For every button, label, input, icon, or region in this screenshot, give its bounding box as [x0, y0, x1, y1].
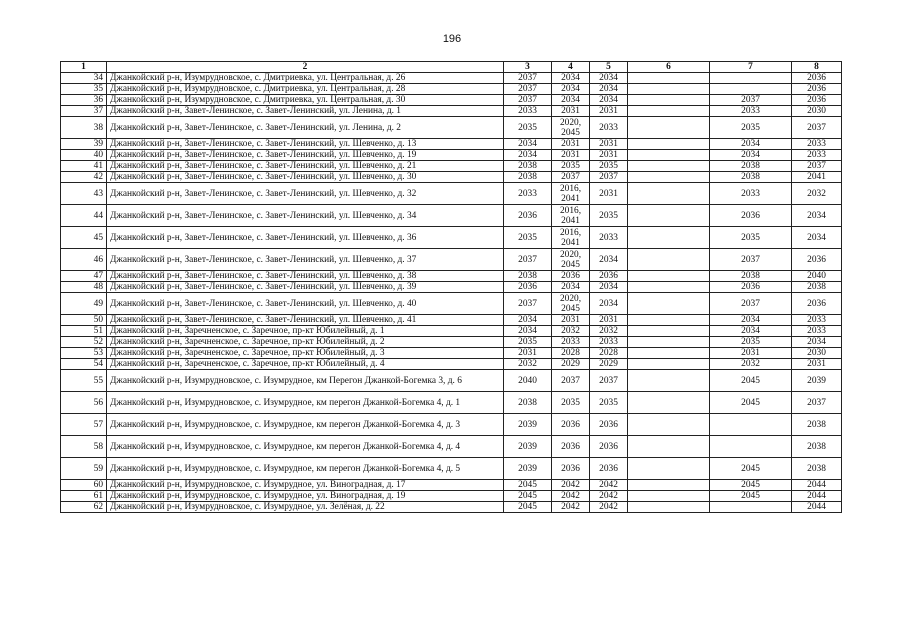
cell-c8: 2033: [792, 315, 842, 326]
cell-n: 57: [61, 414, 107, 436]
cell-c8: 2034: [792, 337, 842, 348]
cell-c7: 2033: [710, 183, 792, 205]
cell-n: 52: [61, 337, 107, 348]
cell-c3: 2033: [504, 183, 552, 205]
cell-c3: 2038: [504, 392, 552, 414]
cell-c8: 2044: [792, 491, 842, 502]
cell-n: 38: [61, 117, 107, 139]
cell-addr: Джанкойский р-н, Завет-Ленинское, с. Завет-Ленинский, ул. Шевченко, д. 34: [107, 205, 504, 227]
cell-c4: 2035: [552, 161, 590, 172]
cell-addr: Джанкойский р-н, Изумрудновское, с. Изумрудное, км перегон Джанкой-Богемка 4, д. 4: [107, 436, 504, 458]
cell-c5: 2034: [590, 84, 628, 95]
table-row: [61, 249, 842, 271]
cell-addr: Джанкойский р-н, Заречненское, с. Заречное, пр-кт Юбилейный, д. 1: [107, 326, 504, 337]
cell-c5: 2037: [590, 172, 628, 183]
table-row: [61, 227, 842, 249]
cell-addr: Джанкойский р-н, Завет-Ленинское, с. Завет-Ленинский, ул. Шевченко, д. 38: [107, 271, 504, 282]
cell-n: 46: [61, 249, 107, 271]
cell-c8: 2036: [792, 84, 842, 95]
table-row: [61, 359, 842, 370]
cell-c4: 2036: [552, 271, 590, 282]
table-row: [61, 480, 842, 491]
cell-c3: 2039: [504, 414, 552, 436]
cell-c4: 2034: [552, 95, 590, 106]
cell-addr: Джанкойский р-н, Изумрудновское, с. Изумрудное, км перегон Джанкой-Богемка 4, д. 5: [107, 458, 504, 480]
cell-n: 51: [61, 326, 107, 337]
cell-c6: [628, 183, 710, 205]
cell-c5: 2034: [590, 293, 628, 315]
cell-c4: 2042: [552, 480, 590, 491]
cell-c8: 2037: [792, 392, 842, 414]
cell-c4: 2042: [552, 502, 590, 513]
cell-c4: 2036: [552, 414, 590, 436]
cell-c8: 2040: [792, 271, 842, 282]
cell-c4: 2037: [552, 172, 590, 183]
cell-addr: Джанкойский р-н, Изумрудновское, с. Дмитриевка, ул. Центральная, д. 28: [107, 84, 504, 95]
cell-n: 53: [61, 348, 107, 359]
cell-c8: 2033: [792, 139, 842, 150]
cell-c6: [628, 161, 710, 172]
cell-c8: 2038: [792, 414, 842, 436]
cell-c8: 2030: [792, 348, 842, 359]
cell-c7: 2038: [710, 161, 792, 172]
cell-c3: 2036: [504, 205, 552, 227]
cell-c3: 2031: [504, 348, 552, 359]
cell-c8: 2031: [792, 359, 842, 370]
table-row: [61, 502, 842, 513]
cell-c7: 2033: [710, 106, 792, 117]
cell-c3: 2039: [504, 436, 552, 458]
cell-c4: 2016, 2041: [552, 205, 590, 227]
table-row: [61, 315, 842, 326]
cell-c4: 2031: [552, 150, 590, 161]
cell-c3: 2032: [504, 359, 552, 370]
cell-c5: 2031: [590, 150, 628, 161]
cell-addr: Джанкойский р-н, Завет-Ленинское, с. Завет-Ленинский, ул. Ленина, д. 2: [107, 117, 504, 139]
cell-c7: 2034: [710, 326, 792, 337]
column-header: 6: [628, 62, 710, 73]
cell-c4: 2036: [552, 436, 590, 458]
table-row: [61, 337, 842, 348]
cell-c6: [628, 117, 710, 139]
cell-c6: [628, 95, 710, 106]
cell-c7: 2045: [710, 458, 792, 480]
cell-addr: Джанкойский р-н, Заречненское, с. Заречное, пр-кт Юбилейный, д. 3: [107, 348, 504, 359]
cell-c7: 2034: [710, 139, 792, 150]
cell-n: 62: [61, 502, 107, 513]
table-row: [61, 161, 842, 172]
cell-addr: Джанкойский р-н, Завет-Ленинское, с. Завет-Ленинский, ул. Шевченко, д. 36: [107, 227, 504, 249]
cell-c4: 2034: [552, 282, 590, 293]
cell-c8: 2032: [792, 183, 842, 205]
cell-c4: 2034: [552, 73, 590, 84]
cell-c3: 2035: [504, 337, 552, 348]
cell-n: 47: [61, 271, 107, 282]
table-row: [61, 326, 842, 337]
cell-c6: [628, 315, 710, 326]
cell-n: 60: [61, 480, 107, 491]
cell-c5: 2031: [590, 315, 628, 326]
column-header: 5: [590, 62, 628, 73]
cell-n: 48: [61, 282, 107, 293]
cell-n: 49: [61, 293, 107, 315]
column-header: 1: [61, 62, 107, 73]
cell-c3: 2039: [504, 458, 552, 480]
cell-c7: 2031: [710, 348, 792, 359]
cell-c7: 2037: [710, 95, 792, 106]
cell-c6: [628, 150, 710, 161]
cell-addr: Джанкойский р-н, Изумрудновское, с. Изумрудное, ул. Виноградная, д. 19: [107, 491, 504, 502]
cell-c4: 2016, 2041: [552, 183, 590, 205]
table-row: [61, 282, 842, 293]
cell-c7: 2035: [710, 117, 792, 139]
cell-c5: 2031: [590, 139, 628, 150]
data-table: [60, 61, 842, 513]
cell-addr: Джанкойский р-н, Завет-Ленинское, с. Завет-Ленинский, ул. Шевченко, д. 13: [107, 139, 504, 150]
cell-c5: 2036: [590, 436, 628, 458]
cell-c7: 2034: [710, 150, 792, 161]
cell-c4: 2035: [552, 392, 590, 414]
cell-addr: Джанкойский р-н, Изумрудновское, с. Изумрудное, км перегон Джанкой-Богемка 4, д. 3: [107, 414, 504, 436]
cell-n: 37: [61, 106, 107, 117]
cell-c3: 2037: [504, 249, 552, 271]
cell-addr: Джанкойский р-н, Заречненское, с. Заречное, пр-кт Юбилейный, д. 4: [107, 359, 504, 370]
cell-addr: Джанкойский р-н, Завет-Ленинское, с. Завет-Ленинский, ул. Шевченко, д. 37: [107, 249, 504, 271]
cell-c8: 2036: [792, 73, 842, 84]
table-row: [61, 139, 842, 150]
cell-c5: 2033: [590, 117, 628, 139]
cell-c3: 2045: [504, 491, 552, 502]
cell-c6: [628, 73, 710, 84]
header-row: [61, 62, 842, 73]
cell-c7: 2034: [710, 315, 792, 326]
cell-c3: 2034: [504, 326, 552, 337]
cell-n: 56: [61, 392, 107, 414]
cell-c4: 2031: [552, 315, 590, 326]
cell-c4: 2020, 2045: [552, 117, 590, 139]
cell-c5: 2034: [590, 249, 628, 271]
table-row: [61, 348, 842, 359]
cell-c4: 2037: [552, 370, 590, 392]
cell-c4: 2032: [552, 326, 590, 337]
cell-c5: 2028: [590, 348, 628, 359]
cell-c3: 2038: [504, 161, 552, 172]
cell-c6: [628, 359, 710, 370]
table-row: [61, 414, 842, 436]
cell-n: 34: [61, 73, 107, 84]
cell-addr: Джанкойский р-н, Завет-Ленинское, с. Завет-Ленинский, ул. Шевченко, д. 19: [107, 150, 504, 161]
cell-n: 59: [61, 458, 107, 480]
cell-c8: 2034: [792, 205, 842, 227]
cell-n: 44: [61, 205, 107, 227]
cell-addr: Джанкойский р-н, Изумрудновское, с. Дмитриевка, ул. Центральная, д. 30: [107, 95, 504, 106]
cell-c5: 2033: [590, 227, 628, 249]
cell-c5: 2035: [590, 161, 628, 172]
cell-c8: 2034: [792, 227, 842, 249]
cell-c8: 2038: [792, 282, 842, 293]
cell-addr: Джанкойский р-н, Изумрудновское, с. Дмитриевка, ул. Центральная, д. 26: [107, 73, 504, 84]
cell-c6: [628, 84, 710, 95]
cell-c6: [628, 348, 710, 359]
table-row: [61, 491, 842, 502]
cell-addr: Джанкойский р-н, Завет-Ленинское, с. Завет-Ленинский, ул. Шевченко, д. 39: [107, 282, 504, 293]
table-row: [61, 73, 842, 84]
cell-c3: 2037: [504, 293, 552, 315]
cell-c7: 2036: [710, 282, 792, 293]
cell-c5: 2036: [590, 414, 628, 436]
table-row: [61, 183, 842, 205]
cell-c5: 2035: [590, 392, 628, 414]
cell-addr: Джанкойский р-н, Завет-Ленинское, с. Завет-Ленинский, ул. Шевченко, д. 32: [107, 183, 504, 205]
column-header: 3: [504, 62, 552, 73]
cell-c3: 2038: [504, 271, 552, 282]
cell-addr: Джанкойский р-н, Изумрудновское, с. Изумрудное, км Перегон Джанкой-Богемка 3, д. 6: [107, 370, 504, 392]
cell-c3: 2035: [504, 227, 552, 249]
cell-c3: 2034: [504, 139, 552, 150]
cell-c7: 2035: [710, 337, 792, 348]
cell-c4: 2033: [552, 337, 590, 348]
cell-c3: 2035: [504, 117, 552, 139]
cell-c7: 2037: [710, 249, 792, 271]
cell-c6: [628, 436, 710, 458]
cell-n: 42: [61, 172, 107, 183]
column-header: 2: [107, 62, 504, 73]
cell-c7: 2037: [710, 293, 792, 315]
cell-c4: 2020, 2045: [552, 249, 590, 271]
table-row: [61, 205, 842, 227]
cell-c5: 2029: [590, 359, 628, 370]
cell-c7: [710, 84, 792, 95]
cell-n: 40: [61, 150, 107, 161]
cell-c8: 2033: [792, 150, 842, 161]
cell-c7: 2035: [710, 227, 792, 249]
cell-c6: [628, 326, 710, 337]
cell-c7: [710, 436, 792, 458]
cell-c3: 2033: [504, 106, 552, 117]
cell-c6: [628, 337, 710, 348]
cell-c5: 2034: [590, 282, 628, 293]
cell-c7: 2045: [710, 392, 792, 414]
cell-c5: 2031: [590, 183, 628, 205]
cell-n: 35: [61, 84, 107, 95]
table-row: [61, 84, 842, 95]
cell-c3: 2045: [504, 480, 552, 491]
cell-c5: 2031: [590, 106, 628, 117]
cell-c5: 2035: [590, 205, 628, 227]
column-header: 7: [710, 62, 792, 73]
table-body: [61, 73, 842, 513]
cell-c3: 2038: [504, 172, 552, 183]
column-header: 4: [552, 62, 590, 73]
cell-c3: 2040: [504, 370, 552, 392]
table-row: [61, 117, 842, 139]
cell-c3: 2045: [504, 502, 552, 513]
cell-c7: [710, 414, 792, 436]
cell-c8: 2037: [792, 161, 842, 172]
cell-c4: 2031: [552, 139, 590, 150]
cell-c8: 2037: [792, 117, 842, 139]
cell-c8: 2038: [792, 436, 842, 458]
cell-n: 50: [61, 315, 107, 326]
cell-c5: 2036: [590, 271, 628, 282]
cell-c5: 2036: [590, 458, 628, 480]
cell-c8: 2044: [792, 480, 842, 491]
cell-c7: 2032: [710, 359, 792, 370]
table-row: [61, 172, 842, 183]
column-header: 8: [792, 62, 842, 73]
cell-c6: [628, 293, 710, 315]
cell-c4: 2042: [552, 491, 590, 502]
cell-addr: Джанкойский р-н, Завет-Ленинское, с. Завет-Ленинский, ул. Ленина, д. 1: [107, 106, 504, 117]
cell-n: 55: [61, 370, 107, 392]
cell-addr: Джанкойский р-н, Изумрудновское, с. Изумрудное, км перегон Джанкой-Богемка 4, д. 1: [107, 392, 504, 414]
cell-n: 36: [61, 95, 107, 106]
cell-c4: 2028: [552, 348, 590, 359]
table-row: [61, 150, 842, 161]
cell-c6: [628, 370, 710, 392]
cell-c5: 2042: [590, 480, 628, 491]
cell-c6: [628, 491, 710, 502]
cell-c4: 2029: [552, 359, 590, 370]
cell-c3: 2037: [504, 84, 552, 95]
cell-addr: Джанкойский р-н, Завет-Ленинское, с. Завет-Ленинский, ул. Шевченко, д. 21: [107, 161, 504, 172]
cell-c4: 2016, 2041: [552, 227, 590, 249]
cell-addr: Джанкойский р-н, Заречненское, с. Заречное, пр-кт Юбилейный, д. 2: [107, 337, 504, 348]
cell-c7: 2045: [710, 480, 792, 491]
cell-c6: [628, 502, 710, 513]
cell-c6: [628, 139, 710, 150]
cell-c6: [628, 414, 710, 436]
cell-addr: Джанкойский р-н, Изумрудновское, с. Изумрудное, ул. Зелёная, д. 22: [107, 502, 504, 513]
cell-c6: [628, 106, 710, 117]
table-row: [61, 106, 842, 117]
cell-addr: Джанкойский р-н, Изумрудновское, с. Изумрудное, ул. Виноградная, д. 17: [107, 480, 504, 491]
cell-c4: 2031: [552, 106, 590, 117]
cell-c5: 2034: [590, 73, 628, 84]
cell-n: 43: [61, 183, 107, 205]
cell-c6: [628, 480, 710, 491]
table-row: [61, 293, 842, 315]
cell-c4: 2020, 2045: [552, 293, 590, 315]
cell-n: 58: [61, 436, 107, 458]
cell-c4: 2034: [552, 84, 590, 95]
cell-c6: [628, 205, 710, 227]
table-row: [61, 370, 842, 392]
cell-c8: 2044: [792, 502, 842, 513]
cell-c6: [628, 282, 710, 293]
cell-c8: 2036: [792, 249, 842, 271]
table-row: [61, 458, 842, 480]
cell-c5: 2034: [590, 95, 628, 106]
table-row: [61, 436, 842, 458]
cell-c7: 2038: [710, 172, 792, 183]
cell-c3: 2034: [504, 315, 552, 326]
cell-c6: [628, 172, 710, 183]
table-row: [61, 392, 842, 414]
cell-n: 61: [61, 491, 107, 502]
cell-c7: 2045: [710, 491, 792, 502]
cell-c8: 2030: [792, 106, 842, 117]
cell-addr: Джанкойский р-н, Завет-Ленинское, с. Завет-Ленинский, ул. Шевченко, д. 40: [107, 293, 504, 315]
cell-c5: 2037: [590, 370, 628, 392]
cell-c6: [628, 249, 710, 271]
cell-c4: 2036: [552, 458, 590, 480]
table-row: [61, 271, 842, 282]
cell-c8: 2039: [792, 370, 842, 392]
cell-c3: 2034: [504, 150, 552, 161]
cell-c7: [710, 73, 792, 84]
cell-addr: Джанкойский р-н, Завет-Ленинское, с. Завет-Ленинский, ул. Шевченко, д. 30: [107, 172, 504, 183]
table-row: [61, 95, 842, 106]
cell-n: 45: [61, 227, 107, 249]
cell-c8: 2036: [792, 293, 842, 315]
cell-c7: 2045: [710, 370, 792, 392]
cell-c7: 2038: [710, 271, 792, 282]
cell-c7: [710, 502, 792, 513]
cell-c3: 2037: [504, 95, 552, 106]
cell-c5: 2042: [590, 502, 628, 513]
cell-c3: 2037: [504, 73, 552, 84]
cell-c7: 2036: [710, 205, 792, 227]
cell-c5: 2042: [590, 491, 628, 502]
cell-c3: 2036: [504, 282, 552, 293]
cell-c6: [628, 271, 710, 282]
cell-n: 54: [61, 359, 107, 370]
cell-c6: [628, 227, 710, 249]
cell-c8: 2036: [792, 95, 842, 106]
cell-c8: 2033: [792, 326, 842, 337]
cell-c5: 2033: [590, 337, 628, 348]
cell-c8: 2041: [792, 172, 842, 183]
cell-c8: 2038: [792, 458, 842, 480]
cell-addr: Джанкойский р-н, Завет-Ленинское, с. Завет-Ленинский, ул. Шевченко, д. 41: [107, 315, 504, 326]
cell-n: 39: [61, 139, 107, 150]
cell-c6: [628, 392, 710, 414]
cell-n: 41: [61, 161, 107, 172]
cell-c5: 2032: [590, 326, 628, 337]
page-number: 196: [442, 33, 462, 45]
cell-c6: [628, 458, 710, 480]
